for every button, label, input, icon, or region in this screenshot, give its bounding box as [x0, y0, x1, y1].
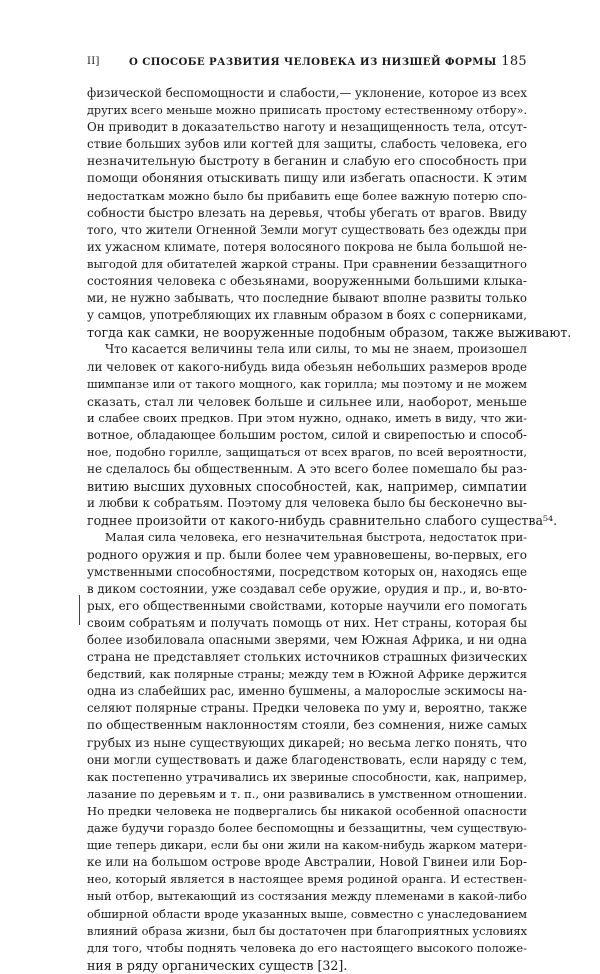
text-line: у самцов, употребляющих их главным образом в боях с соперниками, [87, 308, 527, 323]
text-line: недостаткам можно было бы прибавить еще более важную потерю спо- [87, 188, 527, 203]
chapter-marker: II] [87, 56, 100, 67]
text-line: не сделалось бы общественным. А это всего более помешало бы раз- [87, 462, 527, 477]
text-line: сказать, стал ли человек больше и сильнее или, наоборот, меньше [87, 393, 527, 409]
text-line: нео, который является в настоящее время родиной оранга. И естествен- [87, 872, 527, 887]
text-line: физической беспомощности и слабости,— уклонение, которое из всех [87, 86, 527, 100]
text-line: умственными способностями, посредством которых он, находясь еще [87, 564, 527, 579]
text-line: как постепенно утрачивались их звериные способности, как, например, [87, 769, 527, 784]
text-line: того, что жители Огненной Земли могут существовать без одежды при [87, 222, 527, 237]
text-line: даже будучи гораздо более беспомощны и беззащитны, чем существую- [87, 821, 527, 836]
text-line: щие теперь дикари, если бы они жили на каком-нибудь жарком матери- [87, 838, 527, 853]
text-line: Что касается величины тела или силы, то мы не знаем, произошел [105, 342, 527, 357]
text-line: одна из слабейших рас, именно бушмены, а малорослые эскимосы на- [87, 684, 527, 699]
text-line: ное, подобно горилле, защищаться от всех врагов, по всей вероятности, [87, 444, 527, 459]
text-line: Малая сила человека, его незначительная быстрота, недостаток при- [105, 530, 527, 545]
text-line: для того, чтобы поднять человека до его настоящего высокого положе- [87, 940, 527, 955]
text-line: своим собратьям и получать помощь от них. Нет страны, которая бы [87, 615, 527, 630]
text-line: обширной области вроде указанных выше, совместно с унаследованием [87, 906, 527, 921]
text-line: витию высших духовных способностей, как, например, симпатии [87, 479, 527, 495]
text-line: бедствий, как полярные страны; между тем в Южной Африке держится [87, 667, 527, 682]
text-line: более изобиловала опасными зверями, чем Южная Африка, и ни одна [87, 633, 527, 647]
running-header [87, 56, 527, 72]
text-line: ли человек от какого-нибудь вида обезьян небольших размеров вроде [87, 359, 527, 374]
text-line: они могли существовать и даже благоденствовать, если наряду с тем, [87, 752, 527, 767]
running-title: О СПОСОБЕ РАЗВИТИЯ ЧЕЛОВЕКА ИЗ НИЗШЕЙ ФОРМЫ [129, 56, 497, 68]
text-line: состояния человека с обезьянами, вооруженными большими клыка- [87, 274, 527, 289]
text-line: годнее произойти от какого-нибудь сравнительно слабого существа⁵⁴. [87, 513, 558, 529]
text-line: Он приводит в доказательство наготу и незащищенность тела, отсут- [87, 120, 527, 135]
text-line: шимпанзе или от такого мощного, как горилла; мы поэтому и не можем [87, 376, 527, 391]
text-line: родного оружия и пр. были более чем уравновешены, во-первых, его [87, 547, 527, 562]
text-line: в диком состоянии, уже создавал себе оружие, орудия и пр., и, во-вто- [87, 581, 527, 596]
text-line: Но предки человека не подвергались бы никакой особенной опасности [87, 803, 527, 818]
text-line: ствие больших зубов или когтей для защиты, слабость человека, его [87, 137, 527, 152]
body-text [87, 85, 572, 974]
text-line: выгодой для обитателей жаркой страны. При сравнении беззащитного [87, 256, 527, 271]
text-line: ке или на большом острове вроде Австралии, Новой Гвинеи или Бор- [87, 855, 527, 870]
text-line: по общественным наклонностям стояли, без сомнения, ниже самых [87, 718, 527, 733]
text-line: помощи обоняния отыскивать пищу или избегать опасности. К этим [87, 171, 527, 186]
text-line: селяют полярные страны. Предки человека по уму и, вероятно, также [87, 701, 527, 716]
text-line: лазание по деревьям и т. п., они развивались в умственном отношении. [87, 786, 527, 801]
text-line: и любви к собратьям. Поэтому для человека было бы бесконечно вы- [87, 496, 527, 511]
page-number: 185 [501, 54, 527, 69]
text-line: их ужасном климате, потеря волосяного покрова не была большой не- [87, 239, 527, 254]
text-line: тогда как самки, не вооруженные подобным образом, также выживают. [87, 325, 572, 341]
text-line: ния в ряду органических существ [32]. [87, 957, 348, 973]
text-line: страна не представляет стольких источников страшных физических [87, 650, 527, 665]
text-line: рых, его общественными свойствами, которые научили его помогать [87, 598, 527, 613]
text-line: ный отбор, вытекающий из состязания между племенами в какой-либо [87, 889, 527, 904]
margin-mark [79, 595, 82, 625]
text-line: вотное, обладающее большим ростом, силой и свирепостью и способ- [87, 427, 527, 442]
text-line: грубых из ныне существующих дикарей; но весьма легко понять, что [87, 735, 527, 750]
text-line: влияний образа жизни, был бы достаточен при благоприятных условиях [87, 923, 527, 938]
text-line: других всего меньше можно приписать простому естественному отбору». [87, 104, 527, 118]
text-line: ми, не нужно забывать, что последние бывают вполне развиты только [87, 291, 527, 306]
text-line: незначительную быстроту в беганин и слабую его способность при [87, 154, 527, 169]
text-line: собности быстро влезать на деревья, чтобы убегать от врагов. Ввиду [87, 205, 527, 220]
text-line: и слабее своих предков. При этом нужно, однако, иметь в виду, что жи- [87, 410, 527, 425]
